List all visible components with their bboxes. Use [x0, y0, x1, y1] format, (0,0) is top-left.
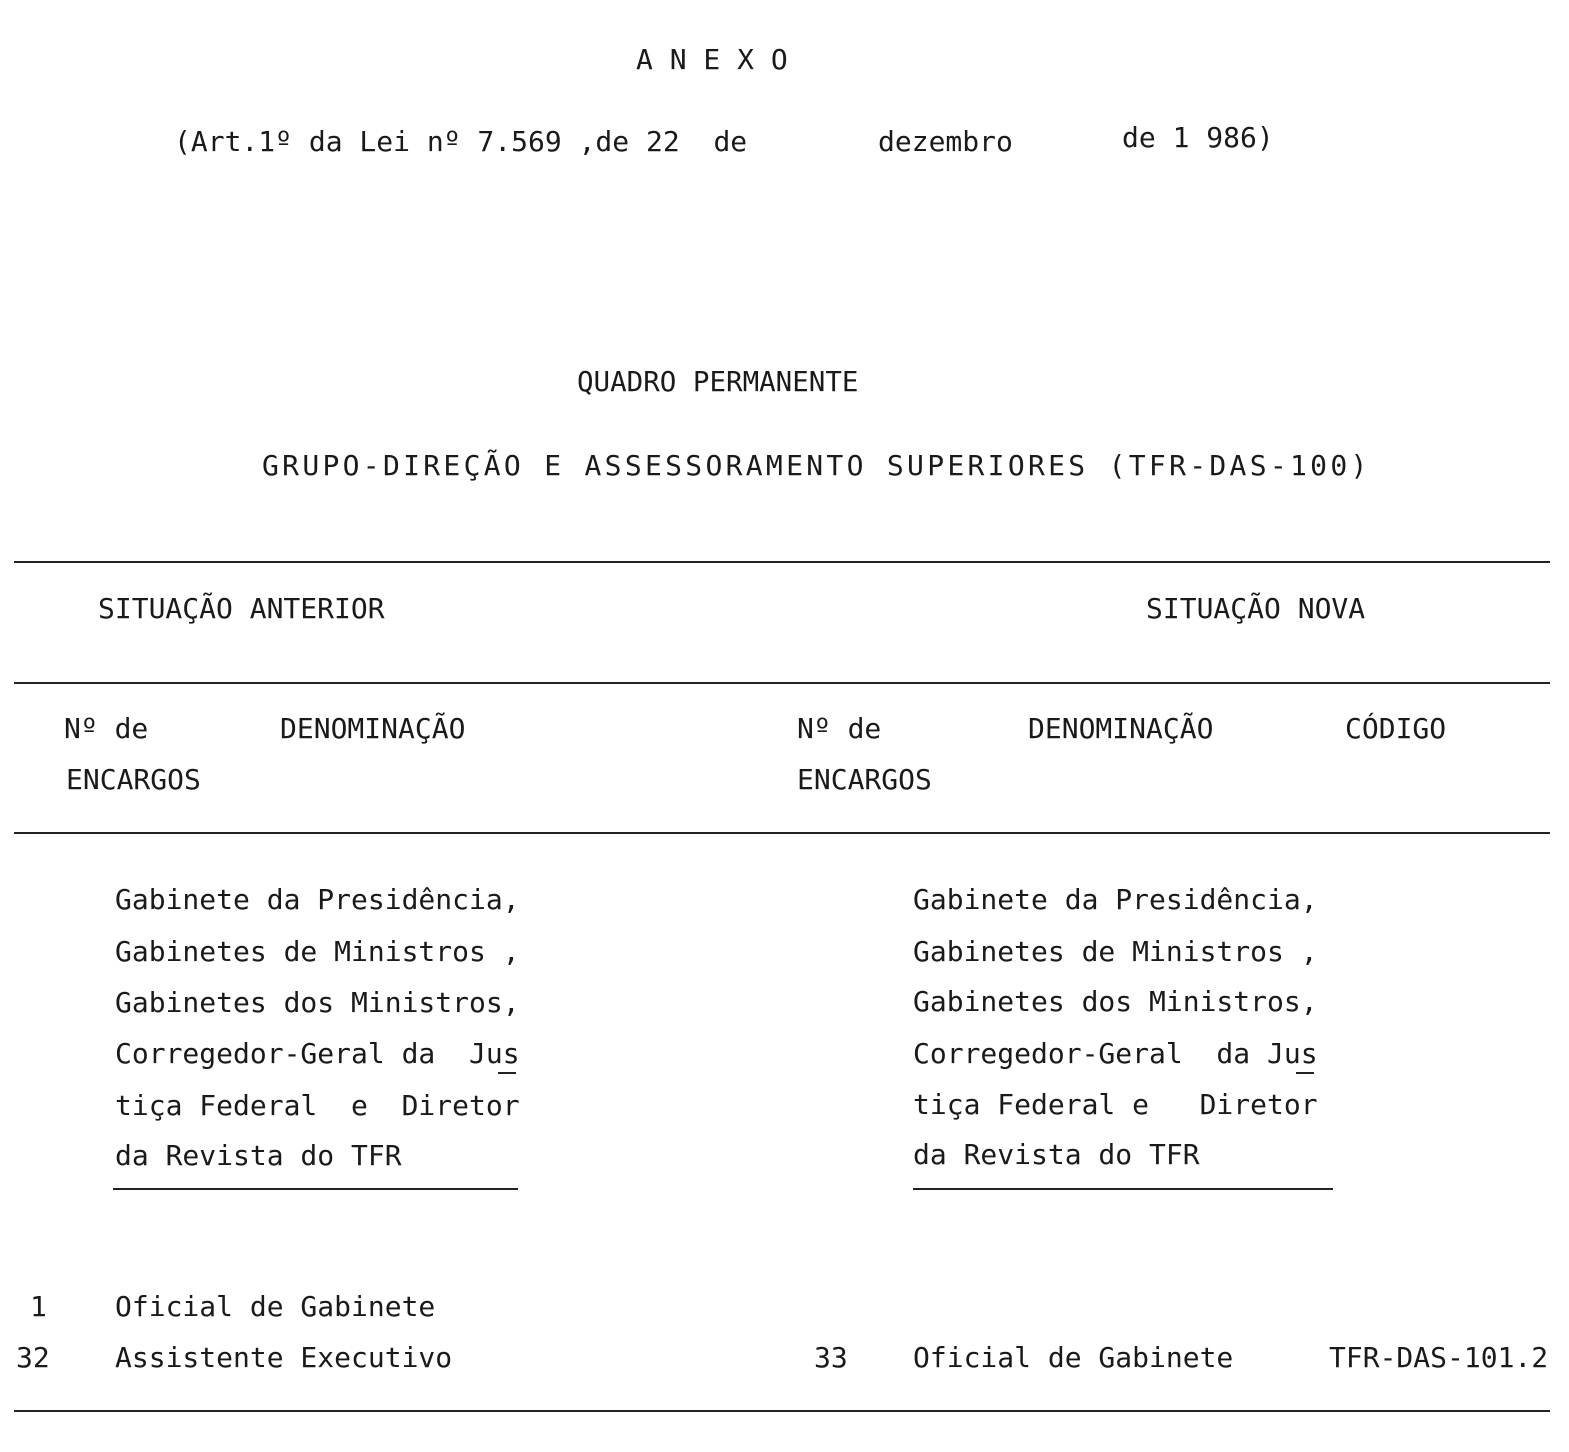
section-nova: SITUAÇÃO NOVA	[1146, 592, 1366, 625]
group-line: Corregedor-Geral da Jus	[913, 1037, 1318, 1070]
hyphen-mark	[498, 1072, 516, 1074]
row-code: TFR-DAS-101.2	[1329, 1341, 1549, 1374]
group-line: tiça Federal e Diretor	[115, 1089, 520, 1122]
row-name-new: Oficial de Gabinete	[913, 1341, 1234, 1374]
row-count: 32	[16, 1341, 50, 1374]
group-line: Gabinetes dos Ministros,	[913, 985, 1318, 1018]
law-reference: (Art.1º da Lei nº 7.569 ,de 22 de	[174, 125, 748, 158]
row-name: Oficial de Gabinete	[115, 1290, 436, 1323]
law-reference-month: dezembro	[878, 125, 1013, 158]
header-rule	[14, 832, 1550, 834]
heading-grupo: GRUPO-DIREÇÃO E ASSESSORAMENTO SUPERIORES (TFR-DAS-100)	[262, 449, 1371, 482]
group-line: da Revista do TFR	[913, 1138, 1200, 1171]
table-top-rule	[14, 561, 1550, 563]
group-line: Gabinetes dos Ministros,	[115, 986, 520, 1019]
group-rule	[113, 1188, 518, 1190]
header-left-count-2: ENCARGOS	[66, 763, 201, 796]
header-left-name: DENOMINAÇÃO	[280, 712, 466, 745]
header-right-name: DENOMINAÇÃO	[1028, 712, 1214, 745]
header-left-count: Nº de	[64, 712, 149, 745]
header-right-count: Nº de	[797, 712, 882, 745]
group-line: da Revista do TFR	[115, 1139, 402, 1172]
group-rule	[913, 1188, 1333, 1190]
heading-quadro: QUADRO PERMANENTE	[577, 366, 859, 398]
section-anterior: SITUAÇÃO ANTERIOR	[98, 592, 385, 625]
group-line: tiça Federal e Diretor	[913, 1088, 1318, 1121]
document-title: A N E X O	[636, 43, 788, 76]
table-bottom-rule	[14, 1410, 1550, 1412]
group-line: Gabinete da Presidência,	[913, 883, 1318, 916]
header-right-count-2: ENCARGOS	[797, 763, 932, 796]
group-line: Gabinetes de Ministros ,	[115, 935, 520, 968]
row-count: 1	[30, 1290, 47, 1323]
row-count-new: 33	[814, 1341, 848, 1374]
hyphen-mark	[1296, 1072, 1314, 1074]
group-line: Gabinete da Presidência,	[115, 883, 520, 916]
row-name: Assistente Executivo	[115, 1341, 453, 1374]
group-line: Gabinetes de Ministros ,	[913, 935, 1318, 968]
law-reference-year: de 1 986)	[1122, 121, 1274, 154]
group-line: Corregedor-Geral da Jus	[115, 1037, 520, 1070]
header-right-code: CÓDIGO	[1345, 712, 1447, 745]
section-rule	[14, 682, 1550, 684]
